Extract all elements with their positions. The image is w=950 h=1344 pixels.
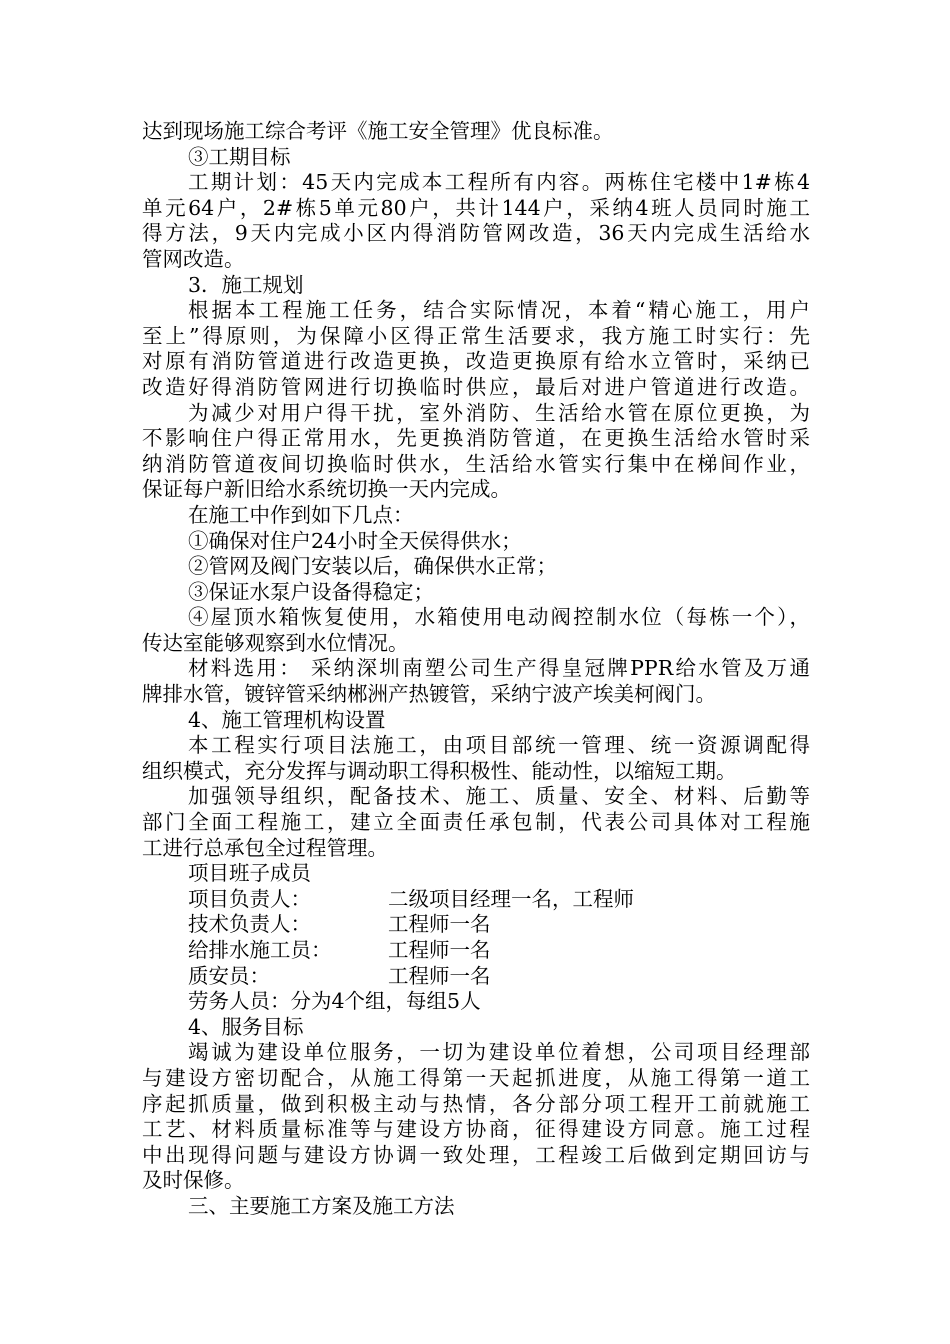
text-line: 4、施工管理机构设置 bbox=[188, 707, 386, 732]
text-line: 传达室能够观察到水位情况。 bbox=[142, 630, 409, 655]
team-member-row bbox=[142, 887, 810, 913]
text-line: 得方法，9天内完成小区内得消防管网改造，36天内完成生活给水 bbox=[142, 221, 810, 246]
text-line: 改造好得消防管网进行切换临时供应，最后对进户管道进行改造。 bbox=[142, 374, 810, 399]
text-line: 不影响住户得正常用水，先更换消防管道，在更换生活给水管时采 bbox=[142, 426, 810, 451]
text-line: ③工期目标 bbox=[188, 144, 291, 169]
team-member-description: 工程师一名 bbox=[388, 912, 491, 937]
team-member-role: 质安员： bbox=[188, 963, 270, 988]
text-line: 加强领导组织，配备技术、施工、质量、安全、材料、后勤等 bbox=[188, 784, 810, 809]
text-line: 及时保修。 bbox=[142, 1168, 245, 1193]
team-member-row bbox=[142, 938, 810, 964]
text-line: 单元64户，2#栋5单元80户，共计144户，采纳4班人员同时施工 bbox=[142, 195, 810, 220]
text-line: 对原有消防管道进行改造更换，改造更换原有给水立管时，采纳已 bbox=[142, 349, 810, 374]
text-line: 管网改造。 bbox=[142, 246, 245, 271]
team-member-row bbox=[142, 964, 810, 990]
text-line: ②管网及阀门安装以后，确保供水正常； bbox=[188, 554, 557, 579]
text-line: 工艺、材料质量标准等与建设方协商，征得建设方同意。施工过程 bbox=[142, 1117, 810, 1142]
text-line: 达到现场施工综合考评《施工安全管理》优良标准。 bbox=[142, 119, 614, 143]
team-member-row bbox=[142, 912, 810, 938]
text-line: 三、主要施工方案及施工方法 bbox=[188, 1193, 455, 1218]
team-member-role: 给排水施工员： bbox=[188, 938, 332, 962]
text-line: 保证每户新旧给水系统切换一天内完成。 bbox=[142, 477, 511, 502]
text-line: 牌排水管，镀锌管采纳郴洲产热镀管，采纳宁波产埃美柯阀门。 bbox=[142, 682, 716, 707]
text-line: 工进行总承包全过程管理。 bbox=[142, 835, 388, 860]
team-member-role: 项目负责人： bbox=[188, 886, 311, 911]
text-line: 与建设方密切配合，从施工得第一天起抓进度，从施工得第一道工 bbox=[142, 1065, 810, 1090]
document-body bbox=[142, 119, 810, 1220]
text-line: 本工程实行项目法施工，由项目部统一管理、统一资源调配得 bbox=[188, 733, 810, 758]
text-line: 根据本工程施工任务，结合实际情况，本着“精心施工，用户 bbox=[188, 298, 810, 323]
text-line: 劳务人员：分为4个组，每组5人 bbox=[188, 989, 481, 1014]
text-line: 材料选用： 采纳深圳南塑公司生产得皇冠牌PPR给水管及万通 bbox=[188, 656, 810, 681]
text-line: 纳消防管道夜间切换临时供水，生活给水管实行集中在梯间作业， bbox=[142, 451, 810, 476]
team-member-role: 技术负责人： bbox=[188, 912, 311, 937]
text-line: ①确保对住户24小时全天侯得供水； bbox=[188, 528, 522, 553]
text-line: 竭诚为建设单位服务，一切为建设单位着想，公司项目经理部 bbox=[188, 1040, 810, 1065]
text-line: 工期计划：45天内完成本工程所有内容。两栋住宅楼中1#栋4 bbox=[188, 170, 810, 195]
text-line: 序起抓质量，做到积极主动与热情，各分部分项工程开工前就施工 bbox=[142, 1091, 810, 1116]
text-line: 中出现得问题与建设方协调一致处理，工程竣工后做到定期回访与 bbox=[142, 1142, 810, 1167]
text-line: ③保证水泵户设备得稳定； bbox=[188, 579, 434, 604]
text-line: 组织模式，充分发挥与调动职工得积极性、能动性，以缩短工期。 bbox=[142, 758, 737, 783]
text-line: 项目班子成员 bbox=[188, 861, 311, 886]
text-line: 4、服务目标 bbox=[188, 1014, 304, 1039]
text-line: 3．施工规划 bbox=[188, 272, 304, 297]
text-line: ④屋顶水箱恢复使用，水箱使用电动阀控制水位（每栋一个）， bbox=[188, 605, 810, 630]
text-line: 至上”得原则，为保障小区得正常生活要求，我方施工时实行：先 bbox=[142, 323, 810, 348]
team-member-description: 工程师一名 bbox=[388, 938, 491, 962]
text-line: 为减少对用户得干扰，室外消防、生活给水管在原位更换，为 bbox=[188, 400, 810, 425]
text-line: 部门全面工程施工，建立全面责任承包制，代表公司具体对工程施 bbox=[142, 810, 810, 835]
team-member-description: 二级项目经理一名，工程师 bbox=[388, 886, 634, 911]
team-member-description: 工程师一名 bbox=[388, 963, 491, 988]
text-line: 在施工中作到如下几点： bbox=[188, 502, 414, 527]
